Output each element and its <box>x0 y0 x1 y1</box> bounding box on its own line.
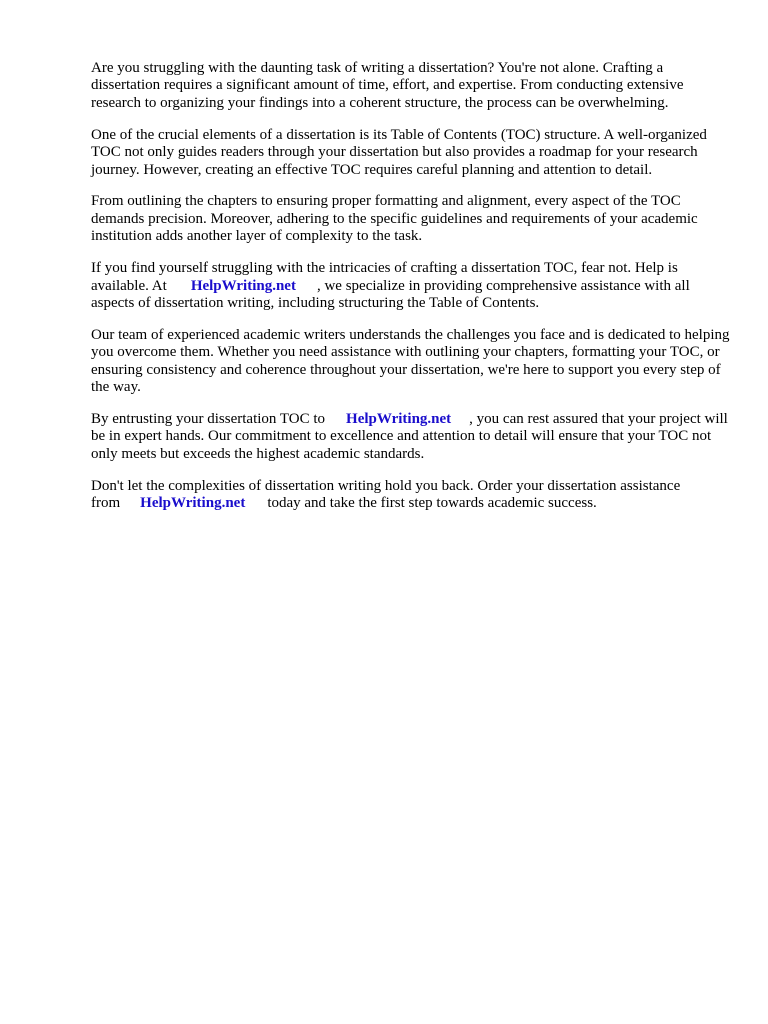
paragraph-text: today and take the first step towards academic success. <box>267 495 597 512</box>
paragraph-text: , you can rest assured that your project will be in expert hands. Our commitment to excellence and attention to detail will ensure that your TOC not only meets but exceeds the highest academic standards. <box>91 411 728 462</box>
paragraph-text: , we specialize in providing comprehensive assistance with all aspects of dissertation writing, including structuring the Table of Contents. <box>91 277 690 311</box>
paragraph-toc-precision: From outlining the chapters to ensuring proper formatting and alignment, every aspect of the TOC demands precision. Moreover, adhering to the specific guidelines and requirements of your academic institution adds another layer of complexity to the task. <box>91 193 698 245</box>
paragraph-help-available <box>91 260 731 312</box>
helpwriting-link[interactable]: HelpWriting.net <box>140 495 246 512</box>
paragraph-call-to-action <box>91 478 731 513</box>
paragraph-text: Don't let the complexities of dissertation writing hold you back. Order your dissertation assistance from <box>91 477 681 512</box>
paragraph-text: If you find yourself struggling with the intricacies of crafting a dissertation TOC, fear not. Help is available. At <box>91 260 678 294</box>
paragraph-text: By entrusting your dissertation TOC to <box>91 411 326 427</box>
helpwriting-link[interactable]: HelpWriting.net <box>190 277 296 294</box>
document-page <box>91 60 731 527</box>
paragraph-team: Our team of experienced academic writers understands the challenges you face and is dedicated to helping you overcome them. Whether you need assistance with outlining your chapters, formatting your TOC, or ensuring consistency and coherence throughout your dissertation, we're here to support you every step of the way. <box>91 326 730 396</box>
paragraph-toc-importance: One of the crucial elements of a dissertation is its Table of Contents (TOC) structure. A well-organized TOC not only guides readers through your dissertation but also provides a roadmap for your research journey. However, creating an effective TOC requires careful planning and attention to detail. <box>91 126 707 178</box>
paragraph-intro: Are you struggling with the daunting task of writing a dissertation? You're not alone. Crafting a dissertation requires a significant amount of time, effort, and expertise. From conducting extensive research to organizing your findings into a coherent structure, the process can be overwhelming. <box>91 60 684 111</box>
paragraph-entrusting <box>91 411 731 463</box>
helpwriting-link[interactable]: HelpWriting.net <box>346 411 452 427</box>
